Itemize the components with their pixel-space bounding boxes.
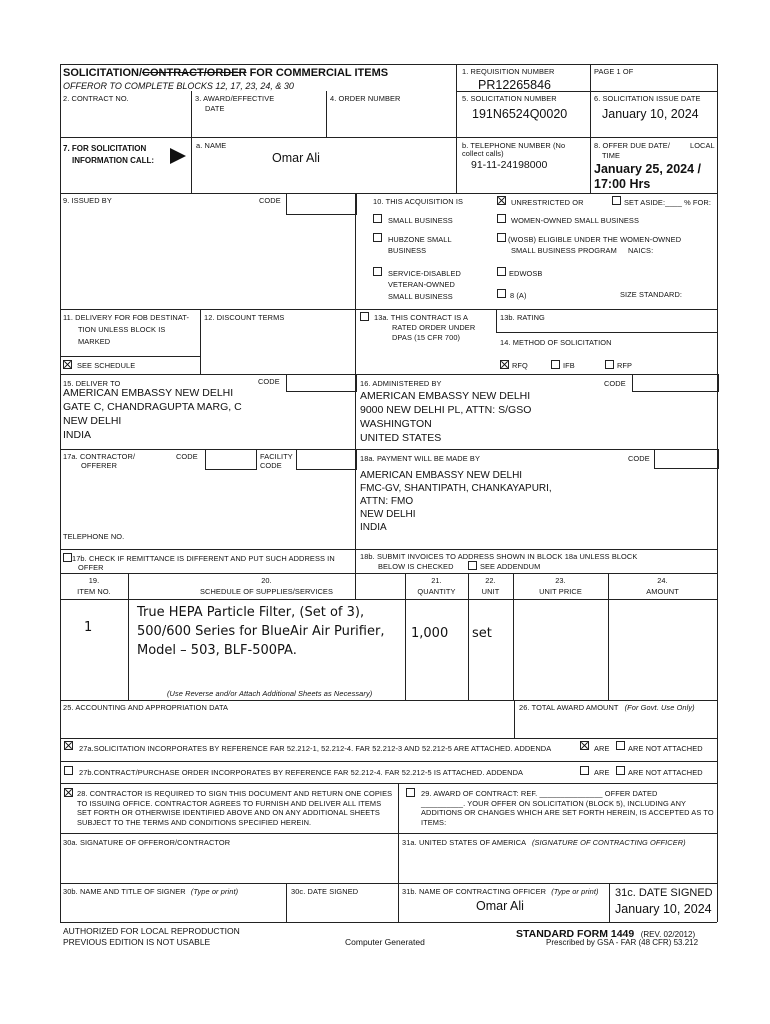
contractor-sign-line: SET FORTH OR OTHERWISE IDENTIFIED ABOVE AND ON ANY ADDITIONAL SHEETS bbox=[77, 808, 380, 817]
far-27a-are-label: ARE bbox=[594, 744, 610, 753]
far-27b-label: 27b.CONTRACT/PURCHASE ORDER INCORPORATES BY REFERENCE FAR 52.212-4. FAR 52.212-5 IS ATTACHED. ADDENDA bbox=[79, 768, 524, 777]
form-revision: (REV. 02/2012) bbox=[640, 930, 696, 939]
administered-line: UNITED STATES bbox=[360, 432, 442, 444]
discount-terms-label: 12. DISCOUNT TERMS bbox=[204, 313, 285, 322]
contractor-sign-text bbox=[77, 789, 392, 827]
payment-line: NEW DELHI bbox=[360, 509, 416, 520]
far-27b-checkbox[interactable] bbox=[64, 766, 73, 775]
eight-a-checkbox[interactable] bbox=[497, 289, 506, 298]
signer-name-label bbox=[63, 887, 238, 896]
remittance-label-2: OFFER bbox=[78, 563, 104, 572]
rated-order-checkbox[interactable] bbox=[360, 312, 369, 321]
contracting-officer-name[interactable]: Omar Ali bbox=[476, 899, 524, 913]
title-strike: CONTRACT/ORDER bbox=[142, 67, 247, 79]
form-subtitle: OFFEROR TO COMPLETE BLOCKS 12, 17, 23, 24, & 30 bbox=[63, 81, 294, 91]
issue-date-label: 6. SOLICITATION ISSUE DATE bbox=[594, 94, 701, 103]
set-aside-label: SET ASIDE:____ % FOR: bbox=[624, 198, 711, 207]
col-item-no-header bbox=[60, 576, 128, 596]
issued-by-code-label: CODE bbox=[259, 196, 281, 205]
eight-a-label: 8 (A) bbox=[510, 291, 527, 300]
rated-order-label: 13a. THIS CONTRACT IS A bbox=[374, 313, 469, 322]
far-27b-are-not-label: ARE NOT ATTACHED bbox=[628, 768, 703, 777]
footer-authorized: AUTHORIZED FOR LOCAL REPRODUCTION bbox=[63, 926, 240, 936]
contract-no-label: 2. CONTRACT NO. bbox=[63, 94, 129, 103]
requisition-value[interactable]: PR12265846 bbox=[478, 78, 551, 92]
ifb-label: IFB bbox=[563, 361, 575, 370]
col-header-number: 23. bbox=[555, 576, 566, 585]
telephone-label-2: collect calls) bbox=[462, 149, 504, 158]
hubzone-label-2: BUSINESS bbox=[388, 246, 427, 255]
total-award-label bbox=[519, 703, 695, 712]
payment-address bbox=[360, 469, 552, 534]
administered-code-box bbox=[632, 374, 719, 392]
col-header-text: UNIT bbox=[481, 587, 500, 596]
contracting-officer-label-text: 31b. NAME OF CONTRACTING OFFICER bbox=[402, 887, 547, 896]
telephone-value[interactable]: 91-11-24198000 bbox=[471, 159, 548, 171]
delivery-fob-label-3: MARKED bbox=[78, 337, 111, 346]
far-27a-are-checkbox[interactable] bbox=[580, 741, 589, 750]
deliver-to-line: NEW DELHI bbox=[63, 415, 122, 427]
wosb-label: WOMEN-OWNED SMALL BUSINESS bbox=[511, 216, 639, 225]
item-quantity: 1,000 bbox=[411, 626, 449, 641]
info-call-label: 7. FOR SOLICITATION bbox=[63, 144, 147, 153]
payment-line: FMC-GV, SHANTIPATH, CHANKAYAPURI, bbox=[360, 483, 552, 494]
contact-name-label: a. NAME bbox=[196, 141, 227, 150]
deliver-to-code-box bbox=[286, 374, 357, 392]
submit-invoices-label: 18b. SUBMIT INVOICES TO ADDRESS SHOWN IN BLOCK 18a UNLESS BLOCK bbox=[360, 552, 638, 561]
facility-code-label: FACILITY bbox=[260, 452, 293, 461]
hubzone-label: HUBZONE SMALL bbox=[388, 235, 452, 244]
col-header-text: UNIT PRICE bbox=[539, 587, 582, 596]
ifb-checkbox[interactable] bbox=[551, 360, 560, 369]
set-aside-checkbox[interactable] bbox=[612, 196, 621, 205]
award-contract-text bbox=[421, 789, 714, 827]
edwosb-label: EDWOSB bbox=[509, 269, 543, 278]
award-contract-line: 29. AWARD OF CONTRACT: REF. _______________ OFFER DATED bbox=[421, 789, 658, 798]
deliver-to-code-label: CODE bbox=[258, 377, 280, 386]
item-description bbox=[137, 603, 384, 660]
submit-invoices-label-2: BELOW IS CHECKED bbox=[378, 562, 454, 571]
item-description-line: Model – 503, BLF-500PA. bbox=[137, 643, 297, 658]
offer-due-local-label: LOCAL bbox=[690, 141, 715, 150]
offer-due-value[interactable]: January 25, 2024 / bbox=[594, 162, 702, 176]
page-label: PAGE 1 OF bbox=[594, 67, 634, 76]
contractor-sign-line: 28. CONTRACTOR IS REQUIRED TO SIGN THIS DOCUMENT AND RETURN ONE COPIES bbox=[77, 789, 393, 798]
payment-code-label: CODE bbox=[628, 454, 650, 463]
remittance-checkbox[interactable] bbox=[63, 553, 72, 562]
offer-due-label: 8. OFFER DUE DATE/ bbox=[594, 141, 670, 150]
administered-by-label: 16. ADMINISTERED BY bbox=[360, 379, 442, 388]
col-unit-price-header bbox=[513, 576, 608, 596]
see-addendum-checkbox[interactable] bbox=[468, 561, 477, 570]
delivery-fob-label: 11. DELIVERY FOR FOB DESTINAT- bbox=[63, 313, 190, 322]
administered-address bbox=[360, 389, 531, 445]
arrow-right-icon bbox=[170, 148, 186, 164]
deliver-to-address bbox=[63, 386, 242, 442]
footer-prescribed: Prescribed by GSA - FAR (48 CFR) 53.212 bbox=[546, 938, 699, 947]
item-description-line: True HEPA Particle Filter, (Set of 3), bbox=[137, 605, 365, 620]
col-header-text: SCHEDULE OF SUPPLIES/SERVICES bbox=[200, 587, 333, 596]
administered-line: 9000 NEW DELHI PL, ATTN: S/GSO bbox=[360, 404, 532, 416]
footer-computer-generated: Computer Generated bbox=[345, 937, 425, 947]
edwosb-checkbox[interactable] bbox=[497, 267, 506, 276]
date-signed-31c-value[interactable]: January 10, 2024 bbox=[615, 902, 712, 916]
contractor-label-2: OFFERER bbox=[81, 461, 118, 470]
facility-code-box bbox=[296, 449, 357, 470]
sdvosb-label: SERVICE-DISABLED bbox=[388, 269, 461, 278]
offer-due-label-2: TIME bbox=[602, 151, 621, 160]
contact-name-value[interactable]: Omar Ali bbox=[272, 151, 320, 165]
rated-order-label-3: DPAS (15 CFR 700) bbox=[392, 333, 461, 342]
hubzone-checkbox[interactable] bbox=[373, 233, 382, 242]
far-27a-are-not-checkbox[interactable] bbox=[616, 741, 625, 750]
wosb-eligible-checkbox[interactable] bbox=[497, 233, 506, 242]
acquisition-label: 10. THIS ACQUISITION IS bbox=[373, 197, 464, 206]
sdvosb-label-2: VETERAN-OWNED bbox=[388, 280, 455, 289]
col-header-text: AMOUNT bbox=[646, 587, 679, 596]
deliver-to-line: AMERICAN EMBASSY NEW DELHI bbox=[63, 387, 234, 399]
order-number-label: 4. ORDER NUMBER bbox=[330, 94, 401, 103]
sdvosb-label-3: SMALL BUSINESS bbox=[388, 292, 453, 301]
award-date-label-2: DATE bbox=[205, 104, 225, 113]
issue-date-value[interactable]: January 10, 2024 bbox=[602, 107, 699, 121]
solicitation-number-label: 5. SOLICITATION NUMBER bbox=[462, 94, 557, 103]
payment-code-box bbox=[654, 449, 719, 469]
contractor-code-label: CODE bbox=[176, 452, 198, 461]
us-signature-label-text: 31a. UNITED STATES OF AMERICA bbox=[402, 838, 526, 847]
item-unit: set bbox=[472, 626, 492, 641]
solicitation-number-value[interactable]: 191N6524Q0020 bbox=[472, 107, 568, 121]
far-27a-checkbox[interactable] bbox=[64, 741, 73, 750]
unrestricted-checkbox[interactable] bbox=[497, 196, 506, 205]
col-header-number: 24. bbox=[657, 576, 668, 585]
issued-by-label: 9. ISSUED BY bbox=[63, 196, 112, 205]
delivery-fob-label-2: TION UNLESS BLOCK IS bbox=[78, 325, 166, 334]
signer-name-note: (Type or print) bbox=[190, 887, 239, 896]
rfq-label: RFQ bbox=[512, 361, 528, 370]
col-header-number: 20. bbox=[261, 576, 272, 585]
far-27b-are-label: ARE bbox=[594, 768, 610, 777]
deliver-to-line: GATE C, CHANDRAGUPTA MARG, C bbox=[63, 401, 242, 413]
rated-order-label-2: RATED ORDER UNDER bbox=[392, 323, 476, 332]
unrestricted-label: UNRESTRICTED OR bbox=[511, 198, 584, 207]
offeror-signature-label: 30a. SIGNATURE OF OFFEROR/CONTRACTOR bbox=[63, 838, 231, 847]
small-business-checkbox[interactable] bbox=[373, 214, 382, 223]
accounting-label: 25. ACCOUNTING AND APPROPRIATION DATA bbox=[63, 703, 229, 712]
col-header-number: 21. bbox=[431, 576, 442, 585]
contractor-code-box bbox=[205, 449, 257, 470]
wosb-checkbox[interactable] bbox=[497, 214, 506, 223]
small-business-label: SMALL BUSINESS bbox=[388, 216, 453, 225]
reverse-note: (Use Reverse and/or Attach Additional Sheets as Necessary) bbox=[167, 689, 373, 698]
contractor-sign-line: TO ISSUING OFFICE. CONTRACTOR AGREES TO FURNISH AND DELIVER ALL ITEMS bbox=[77, 798, 382, 808]
see-addendum-label: SEE ADDENDUM bbox=[480, 562, 541, 571]
col-header-text: ITEM NO. bbox=[77, 587, 111, 596]
payment-line: INDIA bbox=[360, 522, 387, 533]
footer-left bbox=[63, 926, 240, 948]
date-signed-30c-label: 30c. DATE SIGNED bbox=[291, 887, 359, 896]
form-number: STANDARD FORM 1449 bbox=[516, 928, 635, 940]
award-contract-line: __________. YOUR OFFER ON SOLICITATION (BLOCK 5), INCLUDING ANY bbox=[421, 798, 687, 808]
requisition-label: 1. REQUISITION NUMBER bbox=[462, 67, 555, 76]
rfq-checkbox[interactable] bbox=[500, 360, 509, 369]
contractor-sign-checkbox[interactable] bbox=[64, 788, 73, 797]
far-27b-are-checkbox[interactable] bbox=[580, 766, 589, 775]
award-contract-line: ADDITIONS OR CHANGES WHICH ARE SET FORTH HEREIN, IS ACCEPTED AS TO bbox=[421, 808, 714, 817]
total-award-label-text: 26. TOTAL AWARD AMOUNT bbox=[519, 703, 619, 712]
payment-line: ATTN: FMO bbox=[360, 496, 414, 507]
far-27a-are-not-label: ARE NOT ATTACHED bbox=[628, 744, 703, 753]
award-date-label: 3. AWARD/EFFECTIVE bbox=[195, 94, 275, 103]
facility-code-label-2: CODE bbox=[260, 461, 282, 470]
us-signature-label bbox=[402, 838, 686, 847]
col-header-text: QUANTITY bbox=[417, 587, 456, 596]
sdvosb-checkbox[interactable] bbox=[373, 267, 382, 276]
payment-label: 18a. PAYMENT WILL BE MADE BY bbox=[360, 454, 480, 463]
naics-label: NAICS: bbox=[628, 246, 654, 255]
col-quantity-header bbox=[405, 576, 468, 596]
total-award-note: (For Govt. Use Only) bbox=[624, 703, 695, 712]
deliver-to-label: 15. DELIVER TO bbox=[63, 379, 121, 388]
title-suffix: FOR COMMERCIAL ITEMS bbox=[246, 67, 389, 79]
administered-line: WASHINGTON bbox=[360, 418, 432, 430]
item-description-line: 500/600 Series for BlueAir Air Purifier, bbox=[137, 624, 385, 639]
us-signature-note: (SIGNATURE OF CONTRACTING OFFICER) bbox=[531, 838, 686, 847]
administered-line: AMERICAN EMBASSY NEW DELHI bbox=[360, 390, 531, 402]
footer-previous-edition: PREVIOUS EDITION IS NOT USABLE bbox=[63, 937, 211, 947]
item-number: 1 bbox=[84, 620, 93, 635]
rfp-label: RFP bbox=[617, 361, 633, 370]
col-header-number: 22. bbox=[485, 576, 496, 585]
far-27a-label: 27a.SOLICITATION INCORPORATES BY REFERENCE FAR 52.212-1, 52.212-4. FAR 52.212-3 AND 52.212-5 ARE ATTACHED. ADDENDA bbox=[79, 744, 552, 753]
contractor-label: 17a. CONTRACTOR/ bbox=[63, 452, 136, 461]
contracting-officer-note: (Type or print) bbox=[551, 887, 599, 896]
award-contract-line: ITEMS: bbox=[421, 817, 447, 827]
info-call-label-2: INFORMATION CALL: bbox=[72, 156, 155, 165]
payment-line: AMERICAN EMBASSY NEW DELHI bbox=[360, 470, 523, 481]
rating-label: 13b. RATING bbox=[500, 313, 545, 322]
contractor-sign-line: SUBJECT TO THE TERMS AND CONDITIONS SPECIFIED HEREIN. bbox=[77, 817, 312, 827]
deliver-to-line: INDIA bbox=[63, 429, 92, 441]
signer-name-label-text: 30b. NAME AND TITLE OF SIGNER bbox=[63, 887, 186, 896]
see-schedule-label: SEE SCHEDULE bbox=[77, 361, 136, 370]
rfp-checkbox[interactable] bbox=[605, 360, 614, 369]
col-amount-header bbox=[608, 576, 717, 596]
telephone-no-label: TELEPHONE NO. bbox=[63, 532, 125, 541]
wosb-eligible-label-2: SMALL BUSINESS PROGRAM bbox=[511, 246, 617, 255]
contracting-officer-label bbox=[402, 887, 599, 896]
method-label: 14. METHOD OF SOLICITATION bbox=[500, 338, 612, 347]
see-schedule-checkbox[interactable] bbox=[63, 360, 72, 369]
date-signed-31c-label: 31c. DATE SIGNED bbox=[615, 887, 713, 899]
offer-due-time[interactable]: 17:00 Hrs bbox=[594, 177, 651, 191]
col-header-number: 19. bbox=[88, 576, 100, 585]
wosb-eligible-label: (WOSB) ELIGIBLE UNDER THE WOMEN-OWNED bbox=[508, 235, 682, 244]
far-27b-are-not-checkbox[interactable] bbox=[616, 766, 625, 775]
col-unit-header bbox=[468, 576, 513, 596]
col-supplies-header bbox=[128, 576, 405, 596]
title-prefix: SOLICITATION/ bbox=[63, 67, 143, 79]
remittance-label: 17b. CHECK IF REMITTANCE IS DIFFERENT AND PUT SUCH ADDRESS IN bbox=[72, 554, 335, 563]
administered-code-label: CODE bbox=[604, 379, 626, 388]
telephone-label: b. TELEPHONE NUMBER (No bbox=[462, 141, 566, 150]
size-standard-label: SIZE STANDARD: bbox=[620, 290, 683, 299]
issued-by-code-box bbox=[286, 193, 357, 215]
award-contract-checkbox[interactable] bbox=[406, 788, 415, 797]
form-title bbox=[63, 67, 388, 80]
